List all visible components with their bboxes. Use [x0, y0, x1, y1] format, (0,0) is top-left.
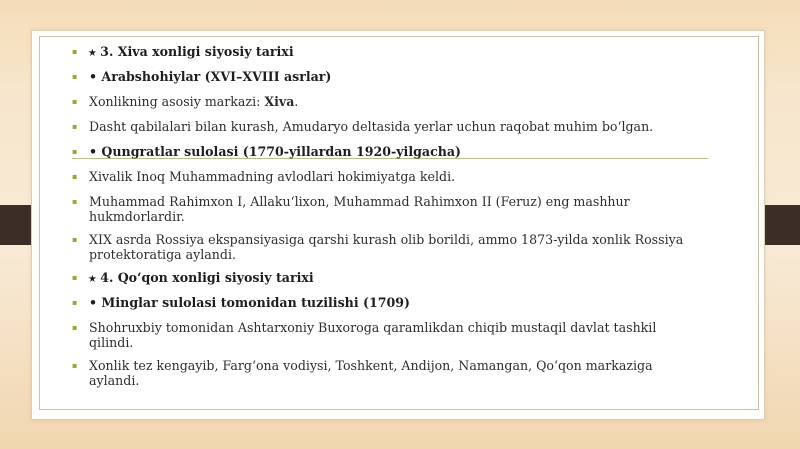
list-item — [72, 270, 692, 285]
list-item-text: Xivalik Inoq Muhammadning avlodlari hokimiyatga keldi. — [89, 169, 456, 184]
bullet-icon: ▪ — [72, 122, 78, 131]
list-item — [72, 44, 692, 59]
bullet-icon: ▪ — [72, 272, 78, 282]
list-item-text: Muhammad Rahimxon I, Allaku‘lixon, Muhammad Rahimxon II (Feruz) eng mashhur hukmdorlardir. — [89, 194, 630, 224]
list-item-strong-text: Xiva — [264, 94, 295, 109]
list-item-text: ⭑ 3. Xiva xonligi siyosiy tarixi — [89, 44, 294, 59]
bullet-icon: ▪ — [72, 71, 78, 81]
bullet-icon: ▪ — [72, 146, 78, 156]
list-item-text: ⭑ 4. Qo‘qon xonligi siyosiy tarixi — [89, 270, 314, 285]
slide-bullet-list — [72, 44, 692, 396]
list-item — [72, 69, 692, 84]
list-item — [72, 295, 692, 310]
list-item — [72, 119, 692, 134]
list-item-text: Xonlik tez kengayib, Farg‘ona vodiysi, Toshkent, Andijon, Namangan, Qo‘qon markaziga aylandi. — [89, 358, 653, 388]
bullet-icon: ▪ — [72, 46, 78, 56]
list-item-text: • Minglar sulolasi tomonidan tuzilishi (1709) — [89, 295, 410, 310]
bullet-icon: ▪ — [72, 297, 78, 307]
list-item-text: • Qungratlar sulolasi (1770-yillardan 1920-yilgacha) — [89, 144, 462, 159]
bullet-icon: ▪ — [72, 197, 78, 206]
bullet-icon: ▪ — [72, 361, 78, 370]
bullet-icon: ▪ — [72, 172, 78, 181]
list-item-text: • Arabshohiylar (XVI–XVIII asrlar) — [89, 69, 332, 84]
list-item — [72, 194, 692, 224]
bullet-icon: ▪ — [72, 323, 78, 332]
list-item — [72, 169, 692, 184]
list-item — [72, 320, 692, 350]
list-item-text: Dasht qabilalari bilan kurash, Amudaryo deltasida yerlar uchun raqobat muhim bo‘lgan. — [89, 119, 654, 134]
list-item — [72, 94, 692, 109]
list-item-text: Shohruxbiy tomonidan Ashtarxoniy Buxoroga qaramlikdan chiqib mustaqil davlat tashkil qilindi. — [89, 320, 657, 350]
right-decor-bar — [762, 205, 800, 245]
list-item — [72, 144, 692, 159]
bullet-icon: ▪ — [72, 235, 78, 244]
list-item-text: XIX asrda Rossiya ekspansiyasiga qarshi kurash olib borildi, ammo 1873-yilda xonlik Rossiya protektoratiga aylandi. — [89, 232, 684, 262]
list-item — [72, 232, 692, 262]
bullet-icon: ▪ — [72, 97, 78, 106]
list-item-text: Xonlikning asosiy markazi: — [89, 94, 265, 109]
list-item-text-suffix: . — [294, 94, 299, 109]
list-item — [72, 358, 692, 388]
